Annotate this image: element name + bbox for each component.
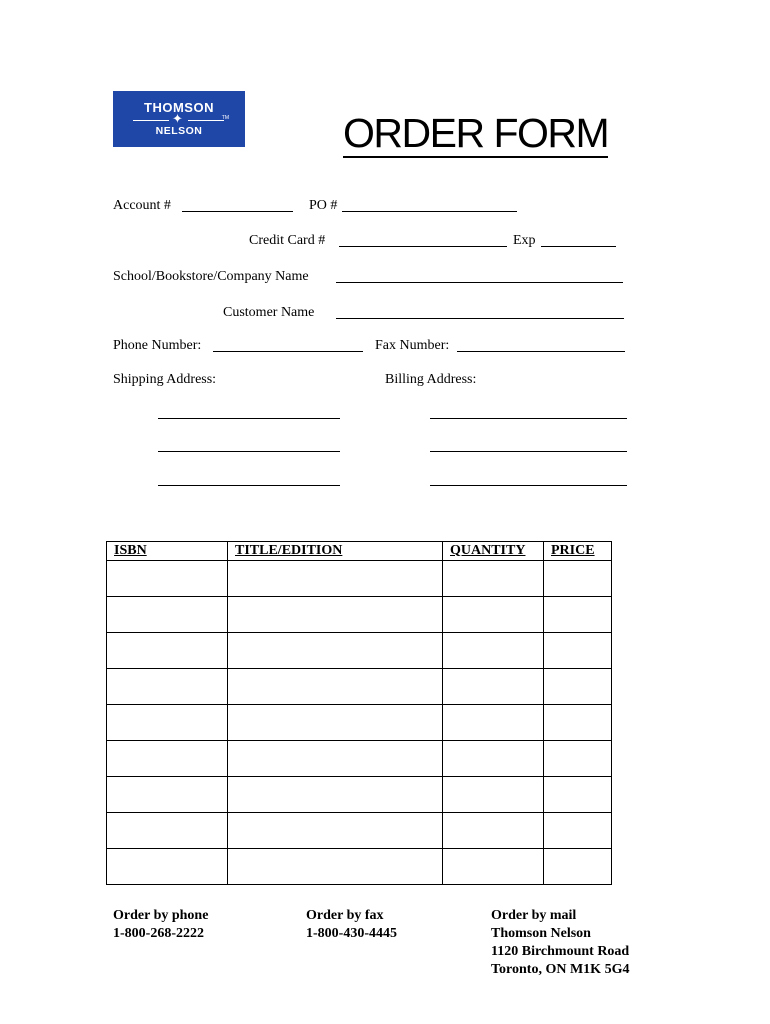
table-row [107, 741, 612, 777]
table-row [107, 777, 612, 813]
company-label: School/Bookstore/Company Name [113, 269, 309, 284]
fax-label: Fax Number: [375, 338, 450, 353]
billing-address-line-1[interactable] [430, 418, 627, 419]
price-cell[interactable] [544, 777, 612, 813]
order-by-mail-label: Order by mail [491, 908, 577, 923]
exp-field[interactable] [541, 246, 616, 247]
order-by-fax [306, 907, 397, 943]
po-label: PO # [309, 198, 338, 213]
isbn-cell[interactable] [107, 777, 228, 813]
quantity-cell[interactable] [443, 669, 544, 705]
quantity-cell[interactable] [443, 705, 544, 741]
isbn-cell[interactable] [107, 849, 228, 885]
table-header-row [107, 542, 612, 561]
customer-field[interactable] [336, 318, 624, 319]
order-items-table [106, 541, 612, 885]
title-edition-cell[interactable] [228, 849, 443, 885]
fax-field[interactable] [457, 351, 625, 352]
isbn-cell[interactable] [107, 705, 228, 741]
logo-rule-right [188, 120, 224, 121]
customer-label: Customer Name [223, 305, 315, 320]
mail-street: 1120 Birchmount Road [491, 944, 630, 959]
page-title: ORDER FORM [343, 110, 609, 156]
star-icon: ✦ [172, 112, 183, 127]
quantity-cell[interactable] [443, 633, 544, 669]
order-by-fax-number: 1-800-430-4445 [306, 926, 397, 941]
quantity-cell[interactable] [443, 849, 544, 885]
title-edition-cell[interactable] [228, 597, 443, 633]
title-edition-cell[interactable] [228, 741, 443, 777]
price-cell[interactable] [544, 597, 612, 633]
table-row [107, 633, 612, 669]
isbn-cell[interactable] [107, 633, 228, 669]
isbn-cell[interactable] [107, 741, 228, 777]
price-cell[interactable] [544, 633, 612, 669]
phone-label: Phone Number: [113, 338, 202, 353]
company-field[interactable] [336, 282, 623, 283]
exp-label: Exp [513, 233, 536, 248]
order-by-mail [491, 907, 629, 979]
mail-city: Toronto, ON M1K 5G4 [491, 962, 630, 977]
header-isbn: ISBN [107, 542, 228, 561]
table-row [107, 849, 612, 885]
table-row [107, 597, 612, 633]
table-row [107, 561, 612, 597]
quantity-cell[interactable] [443, 741, 544, 777]
title-edition-cell[interactable] [228, 705, 443, 741]
price-cell[interactable] [544, 669, 612, 705]
credit-card-field[interactable] [339, 246, 507, 247]
account-label: Account # [113, 198, 171, 213]
logo-line1: THOMSON [144, 100, 214, 115]
billing-label: Billing Address: [385, 372, 477, 387]
mail-company: Thomson Nelson [491, 926, 591, 941]
order-by-fax-label: Order by fax [306, 908, 384, 923]
order-by-phone-label: Order by phone [113, 908, 209, 923]
shipping-address-line-2[interactable] [158, 451, 340, 452]
price-cell[interactable] [544, 705, 612, 741]
title-edition-cell[interactable] [228, 777, 443, 813]
billing-address-line-2[interactable] [430, 451, 627, 452]
credit-card-label: Credit Card # [249, 233, 326, 248]
table-row [107, 705, 612, 741]
title-edition-cell[interactable] [228, 633, 443, 669]
shipping-label: Shipping Address: [113, 372, 217, 387]
price-cell[interactable] [544, 813, 612, 849]
title-edition-cell[interactable] [228, 561, 443, 597]
header-title-edition: TITLE/EDITION [228, 542, 443, 561]
table-row [107, 669, 612, 705]
price-cell[interactable] [544, 561, 612, 597]
price-cell[interactable] [544, 741, 612, 777]
title-edition-cell[interactable] [228, 669, 443, 705]
price-cell[interactable] [544, 849, 612, 885]
header-price: PRICE [544, 542, 612, 561]
logo-rule-left [133, 120, 169, 121]
quantity-cell[interactable] [443, 813, 544, 849]
billing-address-line-3[interactable] [430, 485, 627, 486]
header-quantity: QUANTITY [443, 542, 544, 561]
isbn-cell[interactable] [107, 813, 228, 849]
trademark-mark: TM [221, 115, 229, 121]
order-by-phone [113, 907, 208, 943]
po-field[interactable] [342, 211, 517, 212]
thomson-nelson-logo [113, 91, 245, 147]
title-edition-cell[interactable] [228, 813, 443, 849]
quantity-cell[interactable] [443, 777, 544, 813]
logo-line2: NELSON [155, 125, 203, 137]
account-field[interactable] [182, 211, 293, 212]
isbn-cell[interactable] [107, 669, 228, 705]
phone-field[interactable] [213, 351, 363, 352]
quantity-cell[interactable] [443, 561, 544, 597]
table-row [107, 813, 612, 849]
order-by-phone-number: 1-800-268-2222 [113, 926, 204, 941]
isbn-cell[interactable] [107, 561, 228, 597]
shipping-address-line-1[interactable] [158, 418, 340, 419]
quantity-cell[interactable] [443, 597, 544, 633]
isbn-cell[interactable] [107, 597, 228, 633]
shipping-address-line-3[interactable] [158, 485, 340, 486]
